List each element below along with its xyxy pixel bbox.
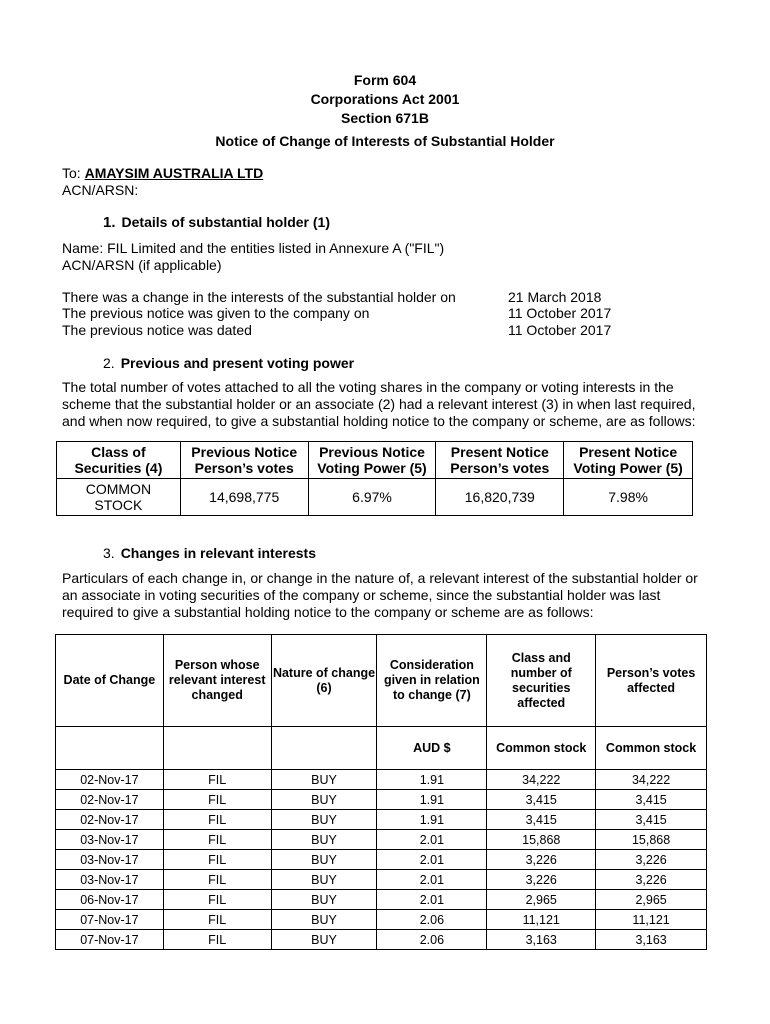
date-cell: 02-Nov-17	[56, 770, 164, 790]
person-cell: FIL	[163, 870, 271, 890]
col-votes-affected: Person’s votes affected	[596, 635, 707, 727]
consideration-cell: 1.91	[377, 810, 487, 830]
person-cell: FIL	[163, 830, 271, 850]
table-row	[56, 910, 707, 930]
consideration-cell: 2.01	[377, 890, 487, 910]
votes-affected-cell: 3,415	[596, 790, 707, 810]
holder-acn: ACN/ARSN (if applicable)	[62, 257, 222, 273]
company-name: AMAYSIM AUSTRALIA LTD	[84, 165, 264, 181]
date-cell: 02-Nov-17	[56, 810, 164, 830]
changes-subheader-row	[56, 727, 707, 770]
previous-votes-cell: 14,698,775	[180, 479, 308, 516]
table-row	[56, 810, 707, 830]
class-number-cell: 34,222	[487, 770, 596, 790]
given-label: The previous notice was given to the company on	[62, 305, 370, 321]
class-number-cell: 11,121	[487, 910, 596, 930]
consideration-cell: 1.91	[377, 770, 487, 790]
col-previous-votes: Previous Notice Person’s votes	[180, 442, 308, 479]
voting-power-row	[57, 479, 693, 516]
present-votes-cell: 16,820,739	[436, 479, 564, 516]
table-row	[56, 830, 707, 850]
section3-number: 3.	[103, 545, 115, 561]
class-number-cell: 2,965	[487, 890, 596, 910]
sub-votes-affected: Common stock	[596, 727, 707, 770]
nature-cell: BUY	[271, 850, 377, 870]
col-class-of-securities: Class of Securities (4)	[57, 442, 181, 479]
col-class-number: Class and number of securities affected	[487, 635, 596, 727]
nature-cell: BUY	[271, 870, 377, 890]
votes-affected-cell: 34,222	[596, 770, 707, 790]
section1-heading	[103, 214, 330, 231]
class-number-cell: 3,163	[487, 930, 596, 950]
table-row	[56, 890, 707, 910]
recipient-acn: ACN/ARSN:	[62, 182, 139, 198]
person-cell: FIL	[163, 790, 271, 810]
person-cell: FIL	[163, 890, 271, 910]
consideration-cell: 1.91	[377, 790, 487, 810]
nature-cell: BUY	[271, 930, 377, 950]
consideration-cell: 2.01	[377, 850, 487, 870]
to-label: To:	[62, 165, 85, 181]
nature-cell: BUY	[271, 790, 377, 810]
date-cell: 07-Nov-17	[56, 910, 164, 930]
date-cell: 02-Nov-17	[56, 790, 164, 810]
date-cell: 06-Nov-17	[56, 890, 164, 910]
nature-cell: BUY	[271, 810, 377, 830]
class-number-cell: 15,868	[487, 830, 596, 850]
dated-date: 11 October 2017	[508, 322, 612, 338]
person-cell: FIL	[163, 910, 271, 930]
person-cell: FIL	[163, 770, 271, 790]
form-act: Corporations Act 2001	[310, 91, 460, 107]
sub-date	[56, 727, 164, 770]
section2-number: 2.	[103, 355, 115, 371]
consideration-cell: 2.01	[377, 870, 487, 890]
col-consideration: Consideration given in relation to change (7)	[377, 635, 487, 727]
class-cell: COMMON STOCK	[57, 479, 181, 516]
nature-cell: BUY	[271, 830, 377, 850]
table-row	[56, 790, 707, 810]
voting-power-header-row	[57, 442, 693, 479]
section1-title: Details of substantial holder (1)	[121, 214, 330, 230]
person-cell: FIL	[163, 930, 271, 950]
notice-title: Notice of Change of Interests of Substantial Holder	[215, 133, 555, 149]
nature-cell: BUY	[271, 890, 377, 910]
table-row	[56, 930, 707, 950]
form-title: Form 604	[353, 72, 417, 88]
votes-affected-cell: 3,226	[596, 850, 707, 870]
sub-consideration-currency: AUD $	[377, 727, 487, 770]
col-person: Person whose relevant interest changed	[163, 635, 271, 727]
class-number-cell: 3,415	[487, 810, 596, 830]
col-previous-power: Previous Notice Voting Power (5)	[308, 442, 436, 479]
votes-affected-cell: 15,868	[596, 830, 707, 850]
votes-affected-cell: 3,415	[596, 810, 707, 830]
voting-power-table	[56, 441, 693, 516]
person-cell: FIL	[163, 850, 271, 870]
votes-affected-cell: 11,121	[596, 910, 707, 930]
change-date: 21 March 2018	[508, 289, 602, 305]
sub-person	[163, 727, 271, 770]
table-row	[56, 850, 707, 870]
form-section: Section 671B	[341, 110, 429, 126]
sub-class-number: Common stock	[487, 727, 596, 770]
changes-table	[55, 634, 707, 950]
given-date: 11 October 2017	[508, 305, 612, 321]
dated-label: The previous notice was dated	[62, 322, 252, 338]
holder-name: Name: FIL Limited and the entities listed in Annexure A ("FIL")	[62, 240, 445, 256]
date-cell: 03-Nov-17	[56, 830, 164, 850]
consideration-cell: 2.06	[377, 930, 487, 950]
consideration-cell: 2.01	[377, 830, 487, 850]
votes-affected-cell: 2,965	[596, 890, 707, 910]
section2-title: Previous and present voting power	[120, 355, 355, 371]
changes-table-body	[56, 770, 707, 950]
previous-power-cell: 6.97%	[308, 479, 436, 516]
col-present-power: Present Notice Voting Power (5)	[564, 442, 693, 479]
col-present-votes: Present Notice Person’s votes	[436, 442, 564, 479]
class-number-cell: 3,226	[487, 870, 596, 890]
votes-affected-cell: 3,163	[596, 930, 707, 950]
consideration-cell: 2.06	[377, 910, 487, 930]
recipient-line	[62, 165, 263, 181]
col-date-of-change: Date of Change	[56, 635, 164, 727]
section3-title: Changes in relevant interests	[120, 545, 316, 561]
table-row	[56, 870, 707, 890]
section2-paragraph: The total number of votes attached to all the voting shares in the company or voting interests in the scheme that the substantial holder or an associate (2) had a relevant interest (3) in when last required, and when now required, to give a substantial holding notice to the company or scheme, are as follows:	[62, 379, 696, 429]
change-label: There was a change in the interests of the substantial holder on	[62, 289, 456, 305]
date-cell: 03-Nov-17	[56, 850, 164, 870]
section2-heading	[103, 355, 354, 371]
class-number-cell: 3,226	[487, 850, 596, 870]
sub-nature	[271, 727, 377, 770]
class-number-cell: 3,415	[487, 790, 596, 810]
section3-heading	[103, 545, 316, 561]
present-power-cell: 7.98%	[564, 479, 693, 516]
nature-cell: BUY	[271, 910, 377, 930]
section1-number: 1.	[103, 214, 116, 231]
person-cell: FIL	[163, 810, 271, 830]
section3-paragraph: Particulars of each change in, or change in the nature of, a relevant interest of the substantial holder or an associate in voting securities of the company or scheme, since the substantial holder was last required to give a substantial holding notice to the company or scheme are as follows:	[62, 570, 698, 620]
col-nature: Nature of change (6)	[271, 635, 377, 727]
nature-cell: BUY	[271, 770, 377, 790]
table-row	[56, 770, 707, 790]
votes-affected-cell: 3,226	[596, 870, 707, 890]
date-cell: 03-Nov-17	[56, 870, 164, 890]
changes-header-row	[56, 635, 707, 727]
date-cell: 07-Nov-17	[56, 930, 164, 950]
